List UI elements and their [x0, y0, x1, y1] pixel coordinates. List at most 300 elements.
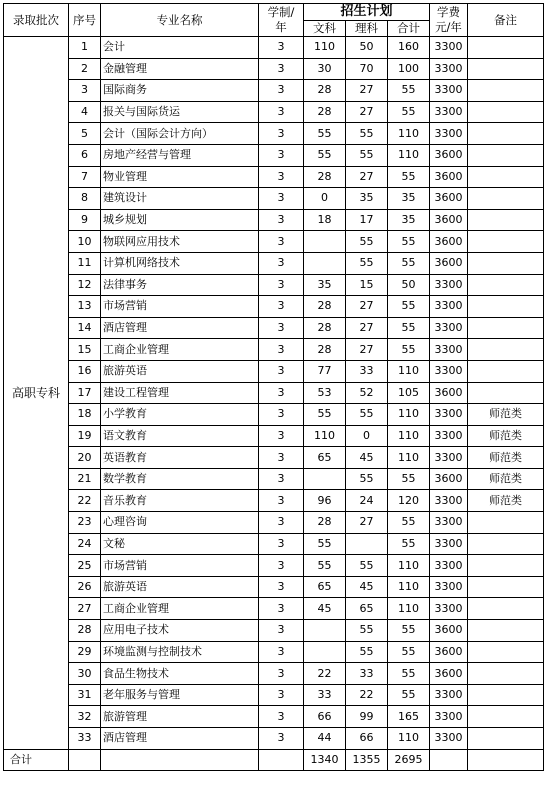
row-arts: 65 [304, 576, 346, 598]
row-duration: 3 [259, 339, 304, 361]
row-fee: 3300 [430, 706, 468, 728]
header-note: 备注 [468, 4, 544, 37]
row-total: 55 [388, 620, 430, 642]
table-row [4, 317, 544, 339]
row-seq: 23 [69, 512, 101, 534]
row-major-name: 环境监测与控制技术 [101, 641, 259, 663]
row-major-name: 语文教育 [101, 425, 259, 447]
row-note: 师范类 [468, 468, 544, 490]
row-arts: 33 [304, 684, 346, 706]
row-fee: 3600 [430, 144, 468, 166]
row-duration: 3 [259, 317, 304, 339]
row-science: 55 [346, 641, 388, 663]
row-arts [304, 468, 346, 490]
row-note [468, 598, 544, 620]
row-duration: 3 [259, 231, 304, 253]
table-row [4, 447, 544, 469]
row-arts: 44 [304, 728, 346, 750]
row-arts [304, 231, 346, 253]
row-major-name: 房地产经营与管理 [101, 144, 259, 166]
row-science: 27 [346, 512, 388, 534]
row-fee: 3300 [430, 360, 468, 382]
table-row [4, 58, 544, 80]
row-science: 27 [346, 166, 388, 188]
row-note [468, 188, 544, 210]
row-seq: 30 [69, 663, 101, 685]
row-total: 55 [388, 166, 430, 188]
row-fee: 3300 [430, 58, 468, 80]
table-row [4, 641, 544, 663]
row-arts: 28 [304, 317, 346, 339]
row-arts: 55 [304, 533, 346, 555]
row-major-name: 文秘 [101, 533, 259, 555]
row-total: 35 [388, 209, 430, 231]
row-science: 65 [346, 598, 388, 620]
batch-cell: 高职专科 [4, 37, 69, 750]
row-seq: 15 [69, 339, 101, 361]
row-arts: 55 [304, 404, 346, 426]
row-duration: 3 [259, 58, 304, 80]
row-major-name: 物联网应用技术 [101, 231, 259, 253]
row-duration: 3 [259, 382, 304, 404]
row-total: 110 [388, 728, 430, 750]
row-total: 35 [388, 188, 430, 210]
row-duration: 3 [259, 663, 304, 685]
row-fee: 3300 [430, 576, 468, 598]
row-seq: 18 [69, 404, 101, 426]
row-seq: 22 [69, 490, 101, 512]
row-duration: 3 [259, 533, 304, 555]
row-note [468, 296, 544, 318]
header-science: 理科 [346, 21, 388, 37]
row-arts: 45 [304, 598, 346, 620]
row-arts [304, 641, 346, 663]
row-duration: 3 [259, 166, 304, 188]
row-fee: 3300 [430, 339, 468, 361]
row-total: 55 [388, 663, 430, 685]
table-row [4, 576, 544, 598]
row-major-name: 心理咨询 [101, 512, 259, 534]
row-seq: 25 [69, 555, 101, 577]
row-science: 33 [346, 360, 388, 382]
row-arts: 77 [304, 360, 346, 382]
row-note [468, 209, 544, 231]
row-duration: 3 [259, 360, 304, 382]
row-seq: 4 [69, 101, 101, 123]
row-total: 55 [388, 296, 430, 318]
table-row [4, 144, 544, 166]
totals-name [101, 749, 259, 770]
row-seq: 6 [69, 144, 101, 166]
row-major-name: 数学教育 [101, 468, 259, 490]
row-duration: 3 [259, 598, 304, 620]
table-row [4, 620, 544, 642]
totals-arts: 1340 [304, 749, 346, 770]
row-major-name: 酒店管理 [101, 728, 259, 750]
row-duration: 3 [259, 404, 304, 426]
row-duration: 3 [259, 620, 304, 642]
row-note: 师范类 [468, 490, 544, 512]
table-row [4, 404, 544, 426]
row-note [468, 555, 544, 577]
header-total: 合计 [388, 21, 430, 37]
row-fee: 3300 [430, 80, 468, 102]
row-science: 52 [346, 382, 388, 404]
row-seq: 16 [69, 360, 101, 382]
row-science: 27 [346, 317, 388, 339]
row-duration: 3 [259, 188, 304, 210]
row-total: 165 [388, 706, 430, 728]
row-arts: 0 [304, 188, 346, 210]
row-note [468, 360, 544, 382]
row-note: 师范类 [468, 447, 544, 469]
row-total: 55 [388, 80, 430, 102]
row-fee: 3600 [430, 188, 468, 210]
row-duration: 3 [259, 425, 304, 447]
row-science: 35 [346, 188, 388, 210]
table-row [4, 252, 544, 274]
row-science: 50 [346, 37, 388, 59]
row-science: 27 [346, 101, 388, 123]
row-note [468, 144, 544, 166]
row-duration: 3 [259, 490, 304, 512]
row-arts: 28 [304, 166, 346, 188]
header-fee [430, 4, 468, 37]
enrollment-plan-table [3, 3, 544, 771]
table-row [4, 123, 544, 145]
row-arts: 30 [304, 58, 346, 80]
row-seq: 24 [69, 533, 101, 555]
row-fee: 3300 [430, 447, 468, 469]
row-seq: 7 [69, 166, 101, 188]
row-fee: 3300 [430, 598, 468, 620]
row-science: 55 [346, 468, 388, 490]
row-note [468, 663, 544, 685]
row-total: 110 [388, 404, 430, 426]
row-duration: 3 [259, 80, 304, 102]
row-science: 55 [346, 404, 388, 426]
row-major-name: 会计 [101, 37, 259, 59]
row-seq: 33 [69, 728, 101, 750]
table-header [4, 4, 544, 37]
table-row [4, 728, 544, 750]
table-row [4, 101, 544, 123]
row-total: 55 [388, 512, 430, 534]
row-note [468, 231, 544, 253]
row-science: 99 [346, 706, 388, 728]
table-row [4, 663, 544, 685]
row-major-name: 法律事务 [101, 274, 259, 296]
totals-label: 合计 [4, 749, 69, 770]
row-major-name: 报关与国际货运 [101, 101, 259, 123]
table-row [4, 80, 544, 102]
row-seq: 29 [69, 641, 101, 663]
row-duration: 3 [259, 512, 304, 534]
row-major-name: 市场营销 [101, 555, 259, 577]
row-duration: 3 [259, 728, 304, 750]
table-body [4, 37, 544, 750]
row-fee: 3600 [430, 468, 468, 490]
row-note: 师范类 [468, 425, 544, 447]
row-arts: 66 [304, 706, 346, 728]
row-total: 55 [388, 317, 430, 339]
row-seq: 10 [69, 231, 101, 253]
totals-row [4, 749, 544, 770]
row-note [468, 684, 544, 706]
row-fee: 3300 [430, 728, 468, 750]
row-total: 55 [388, 533, 430, 555]
row-note [468, 37, 544, 59]
row-duration: 3 [259, 37, 304, 59]
row-arts: 55 [304, 555, 346, 577]
row-major-name: 会计（国际会计方向） [101, 123, 259, 145]
row-duration: 3 [259, 468, 304, 490]
row-seq: 31 [69, 684, 101, 706]
totals-fee [430, 749, 468, 770]
row-duration: 3 [259, 144, 304, 166]
row-major-name: 计算机网络技术 [101, 252, 259, 274]
row-major-name: 金融管理 [101, 58, 259, 80]
table-row [4, 706, 544, 728]
row-fee: 3600 [430, 641, 468, 663]
row-arts: 110 [304, 425, 346, 447]
row-duration: 3 [259, 576, 304, 598]
table-row [4, 296, 544, 318]
table-footer [4, 749, 544, 770]
row-major-name: 音乐教育 [101, 490, 259, 512]
row-note [468, 123, 544, 145]
header-arts: 文科 [304, 21, 346, 37]
row-seq: 2 [69, 58, 101, 80]
row-science: 27 [346, 80, 388, 102]
totals-total: 2695 [388, 749, 430, 770]
row-arts: 28 [304, 101, 346, 123]
row-arts: 22 [304, 663, 346, 685]
row-arts [304, 620, 346, 642]
row-note: 师范类 [468, 404, 544, 426]
table-row [4, 468, 544, 490]
row-duration: 3 [259, 252, 304, 274]
row-total: 120 [388, 490, 430, 512]
row-science: 0 [346, 425, 388, 447]
row-major-name: 老年服务与管理 [101, 684, 259, 706]
row-major-name: 英语教育 [101, 447, 259, 469]
row-science: 70 [346, 58, 388, 80]
header-fee-line1: 学费 [437, 5, 460, 19]
row-total: 50 [388, 274, 430, 296]
row-fee: 3300 [430, 274, 468, 296]
row-science: 55 [346, 144, 388, 166]
row-fee: 3300 [430, 684, 468, 706]
row-major-name: 旅游管理 [101, 706, 259, 728]
row-major-name: 工商企业管理 [101, 339, 259, 361]
row-major-name: 酒店管理 [101, 317, 259, 339]
row-duration: 3 [259, 706, 304, 728]
header-duration [259, 4, 304, 37]
row-total: 110 [388, 425, 430, 447]
row-science: 66 [346, 728, 388, 750]
row-note [468, 317, 544, 339]
row-fee: 3600 [430, 209, 468, 231]
table-row [4, 598, 544, 620]
row-seq: 12 [69, 274, 101, 296]
row-major-name: 旅游英语 [101, 576, 259, 598]
row-seq: 9 [69, 209, 101, 231]
row-seq: 1 [69, 37, 101, 59]
row-science: 55 [346, 252, 388, 274]
row-duration: 3 [259, 274, 304, 296]
table-row [4, 231, 544, 253]
row-science: 17 [346, 209, 388, 231]
table-row [4, 166, 544, 188]
row-seq: 26 [69, 576, 101, 598]
row-seq: 14 [69, 317, 101, 339]
row-total: 55 [388, 231, 430, 253]
row-total: 160 [388, 37, 430, 59]
row-science: 55 [346, 123, 388, 145]
row-major-name: 建筑设计 [101, 188, 259, 210]
row-total: 105 [388, 382, 430, 404]
header-seq: 序号 [69, 4, 101, 37]
table-row [4, 555, 544, 577]
row-fee: 3600 [430, 620, 468, 642]
row-duration: 3 [259, 684, 304, 706]
row-fee: 3600 [430, 252, 468, 274]
row-total: 55 [388, 252, 430, 274]
row-duration: 3 [259, 296, 304, 318]
row-arts: 28 [304, 512, 346, 534]
table-row [4, 490, 544, 512]
row-seq: 17 [69, 382, 101, 404]
row-science: 15 [346, 274, 388, 296]
row-seq: 13 [69, 296, 101, 318]
row-major-name: 建设工程管理 [101, 382, 259, 404]
row-science [346, 533, 388, 555]
row-note [468, 706, 544, 728]
row-total: 55 [388, 468, 430, 490]
header-duration-line1: 学制/ [267, 5, 295, 19]
row-seq: 27 [69, 598, 101, 620]
row-fee: 3300 [430, 123, 468, 145]
row-total: 100 [388, 58, 430, 80]
table-row [4, 188, 544, 210]
row-seq: 19 [69, 425, 101, 447]
row-fee: 3300 [430, 37, 468, 59]
header-major: 专业名称 [101, 4, 259, 37]
header-duration-line2: 年 [275, 20, 287, 34]
row-note [468, 382, 544, 404]
row-arts [304, 252, 346, 274]
row-note [468, 620, 544, 642]
row-fee: 3600 [430, 166, 468, 188]
row-fee: 3600 [430, 663, 468, 685]
header-batch: 录取批次 [4, 4, 69, 37]
row-major-name: 食品生物技术 [101, 663, 259, 685]
row-note [468, 252, 544, 274]
row-fee: 3600 [430, 382, 468, 404]
row-total: 110 [388, 360, 430, 382]
row-seq: 28 [69, 620, 101, 642]
table-row [4, 382, 544, 404]
table-row [4, 339, 544, 361]
table-row [4, 37, 544, 59]
totals-seq [69, 749, 101, 770]
row-seq: 11 [69, 252, 101, 274]
row-fee: 3300 [430, 296, 468, 318]
row-total: 110 [388, 447, 430, 469]
table-row [4, 209, 544, 231]
row-arts: 96 [304, 490, 346, 512]
row-total: 110 [388, 144, 430, 166]
row-duration: 3 [259, 641, 304, 663]
row-total: 110 [388, 555, 430, 577]
row-major-name: 市场营销 [101, 296, 259, 318]
row-seq: 20 [69, 447, 101, 469]
row-science: 55 [346, 620, 388, 642]
row-total: 55 [388, 641, 430, 663]
row-total: 110 [388, 123, 430, 145]
row-note [468, 274, 544, 296]
totals-science: 1355 [346, 749, 388, 770]
row-seq: 32 [69, 706, 101, 728]
header-fee-line2: 元/年 [435, 20, 462, 34]
row-duration: 3 [259, 209, 304, 231]
row-note [468, 101, 544, 123]
row-major-name: 国际商务 [101, 80, 259, 102]
row-science: 45 [346, 576, 388, 598]
row-note [468, 166, 544, 188]
totals-years [259, 749, 304, 770]
row-arts: 35 [304, 274, 346, 296]
row-note [468, 641, 544, 663]
row-science: 27 [346, 339, 388, 361]
row-fee: 3300 [430, 555, 468, 577]
row-total: 55 [388, 339, 430, 361]
table-row [4, 360, 544, 382]
row-note [468, 80, 544, 102]
row-fee: 3600 [430, 231, 468, 253]
row-fee: 3300 [430, 490, 468, 512]
row-major-name: 工商企业管理 [101, 598, 259, 620]
table-row [4, 274, 544, 296]
row-fee: 3300 [430, 317, 468, 339]
row-seq: 8 [69, 188, 101, 210]
row-fee: 3300 [430, 512, 468, 534]
header-plan: 招生计划 [304, 4, 430, 21]
totals-note [468, 749, 544, 770]
row-note [468, 728, 544, 750]
row-arts: 55 [304, 144, 346, 166]
row-duration: 3 [259, 123, 304, 145]
table-row [4, 533, 544, 555]
row-arts: 53 [304, 382, 346, 404]
row-arts: 55 [304, 123, 346, 145]
row-fee: 3300 [430, 404, 468, 426]
row-arts: 28 [304, 80, 346, 102]
row-arts: 65 [304, 447, 346, 469]
row-duration: 3 [259, 555, 304, 577]
row-fee: 3300 [430, 425, 468, 447]
row-science: 27 [346, 296, 388, 318]
row-duration: 3 [259, 447, 304, 469]
row-science: 55 [346, 231, 388, 253]
row-note [468, 533, 544, 555]
row-total: 55 [388, 684, 430, 706]
row-major-name: 物业管理 [101, 166, 259, 188]
row-science: 45 [346, 447, 388, 469]
row-major-name: 城乡规划 [101, 209, 259, 231]
row-fee: 3300 [430, 101, 468, 123]
